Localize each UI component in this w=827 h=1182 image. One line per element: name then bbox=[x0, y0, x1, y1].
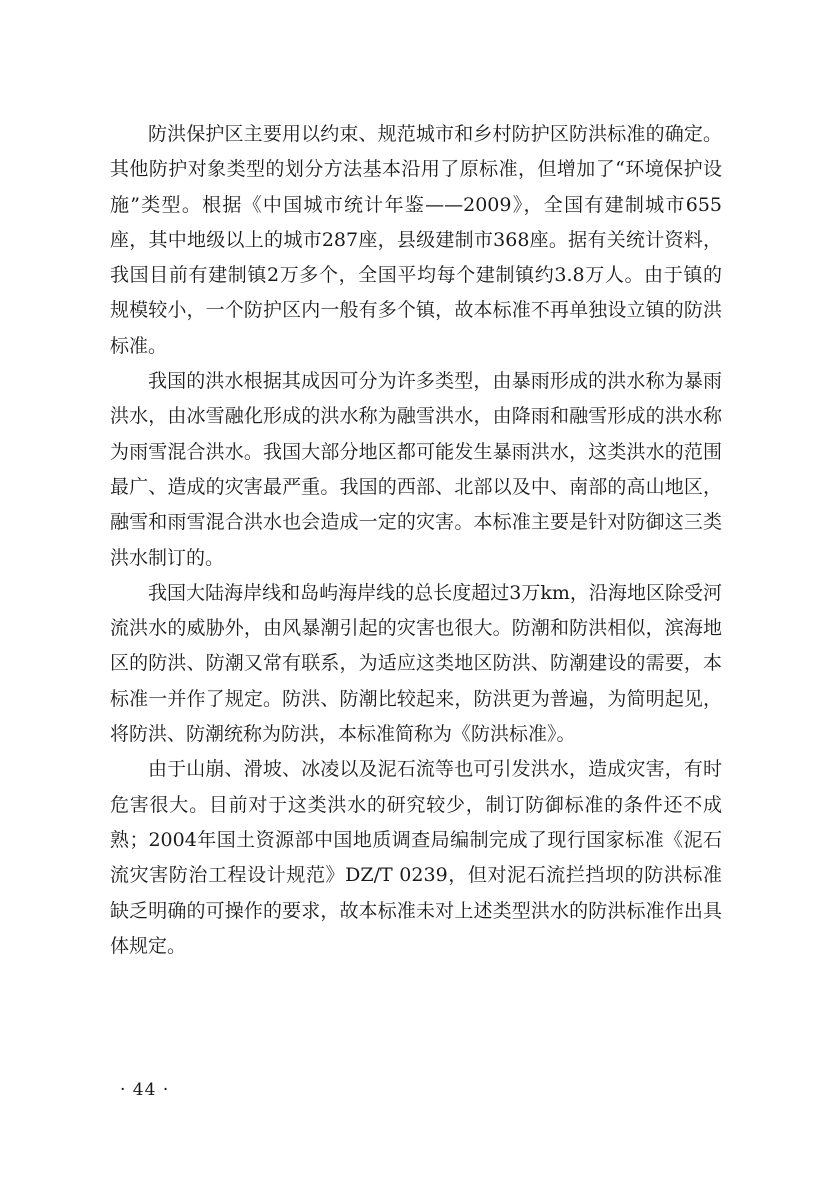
paragraph-3: 我国大陆海岸线和岛屿海岸线的总长度超过3万km，沿海地区除受河流洪水的威胁外，由风暴潮引起的灾害也很大。防潮和防洪相似，滨海地区的防洪、防潮又常有联系，为适应这类地区防洪、防潮建设的需要，本标准一并作了规定。防洪、防潮比较起来，防洪更为普遍，为简明起见，将防洪、防潮统称为防洪，本标准简称为《防洪标准》。 bbox=[110, 581, 722, 746]
paragraph-4: 由于山崩、滑坡、冰凌以及泥石流等也可引发洪水，造成灾害，有时危害很大。目前对于这类洪水的研究较少，制订防御标准的条件还不成熟；2004年国土资源部中国地质调查局编制完成了现行国家标准《泥石流灾害防治工程设计规范》DZ/T 0239，但对泥石流拦挡坝的防洪标准缺乏明确的可操作的要求，故本标准未对上述类型洪水的防洪标准作出具体规定。 bbox=[110, 758, 722, 957]
page-number: · 44 · bbox=[120, 1080, 170, 1100]
body-text bbox=[110, 117, 722, 964]
paragraph-1: 防洪保护区主要用以约束、规范城市和乡村防护区防洪标准的确定。其他防护对象类型的划分方法基本沿用了原标准，但增加了“环境保护设施”类型。根据《中国城市统计年鉴——2009》，全国有建制城市655座，其中地级以上的城市287座，县级建制市368座。据有关统计资料，我国目前有建制镇2万多个，全国平均每个建制镇约3.8万人。由于镇的规模较小，一个防护区内一般有多个镇，故本标准不再单独设立镇的防洪标准。 bbox=[110, 123, 722, 357]
paragraph-2: 我国的洪水根据其成因可分为许多类型，由暴雨形成的洪水称为暴雨洪水，由冰雪融化形成的洪水称为融雪洪水，由降雨和融雪形成的洪水称为雨雪混合洪水。我国大部分地区都可能发生暴雨洪水，这类洪水的范围最广、造成的灾害最严重。我国的西部、北部以及中、南部的高山地区，融雪和雨雪混合洪水也会造成一定的灾害。本标准主要是针对防御这三类洪水制订的。 bbox=[110, 370, 722, 569]
